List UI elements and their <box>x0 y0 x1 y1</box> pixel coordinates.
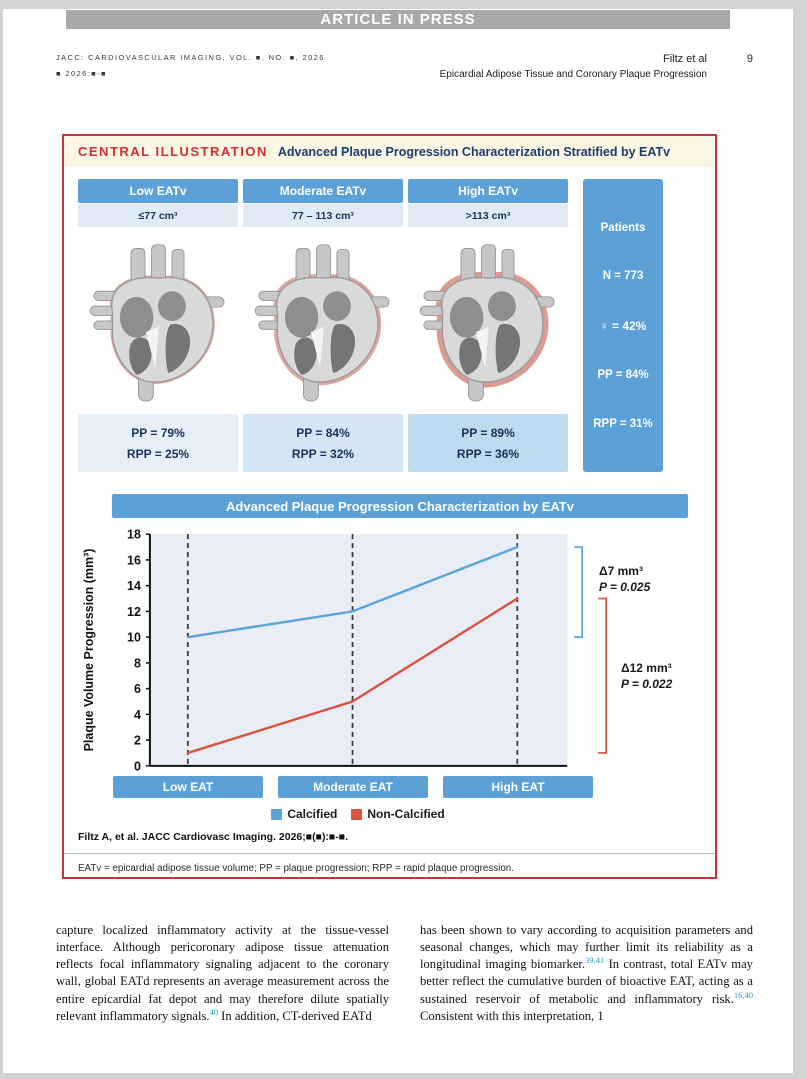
svg-text:2: 2 <box>133 733 141 748</box>
svg-text:14: 14 <box>127 579 141 594</box>
heart-illustration-high-eat <box>409 232 567 410</box>
patients-n: N = 773 <box>602 270 644 282</box>
annotation-non-calcified-delta <box>621 660 672 692</box>
calcified-swatch-icon <box>271 809 282 820</box>
page-header <box>56 53 753 89</box>
non-calcified-swatch-icon <box>351 809 362 820</box>
figure-title: Advanced Plaque Progression Characterization Stratified by EATv <box>277 144 671 159</box>
legend-item-calcified <box>271 807 337 821</box>
page <box>3 9 793 1073</box>
figure-title-bar <box>64 136 715 167</box>
svg-text:10: 10 <box>127 630 141 645</box>
pp-rpp-moderate <box>243 414 403 472</box>
figure-divider <box>64 853 715 854</box>
heart-wrap-high <box>408 227 568 414</box>
chart-legend <box>78 807 638 821</box>
eatv-columns <box>78 179 705 472</box>
pp-value-moderate: PP = 84% <box>296 425 350 440</box>
journal-line-1: JACC: CARDIOVASCULAR IMAGING, VOL. ■, NO. ■, 2026 <box>56 53 325 62</box>
column-header-moderate: Moderate EATv <box>243 179 403 203</box>
x-axis-labels <box>78 776 707 798</box>
column-range-low: ≤77 cm³ <box>78 204 238 227</box>
authors: Filtz et al <box>662 53 707 65</box>
column-low-eatv <box>78 179 238 472</box>
body-column-right <box>420 922 753 1026</box>
running-title: Epicardial Adipose Tissue and Coronary Plaque Progression <box>439 69 707 80</box>
journal-line-2: ■ 2026:■-■ <box>56 69 107 78</box>
patients-title: Patients <box>600 221 646 234</box>
heart-wrap-low <box>78 227 238 414</box>
pp-value-high: PP = 89% <box>461 425 515 440</box>
running-head <box>440 53 707 80</box>
x-label-low-eat: Low EAT <box>113 776 263 798</box>
svg-text:4: 4 <box>133 707 141 722</box>
p-value-calcified: P = 0.025 <box>599 580 651 595</box>
figure-footnote: EATv = epicardial adipose tissue volume; PP = plaque progression; RPP = rapid plaque progression. <box>78 863 514 874</box>
column-header-high: High EATv <box>408 179 568 203</box>
line-chart <box>78 526 707 774</box>
body-left-text-2: In addition, CT-derived EATd <box>218 1009 372 1024</box>
y-axis-ticks <box>127 528 150 774</box>
body-right-text-2: In contrast, total EATv may better reflect the cumulative burden of bioactive EAT, acting as a sustained reservoir of metabolic and inflammatory risk. <box>420 957 753 1006</box>
figure-citation: Filtz A, et al. JACC Cardiovasc Imaging. 2026;■(■):■-■. <box>78 831 349 843</box>
p-value-non-calcified: P = 0.022 <box>621 676 673 691</box>
delta-label-calcified: Δ7 mm³ <box>599 563 643 578</box>
heart-illustration-moderate-eat <box>244 232 402 410</box>
svg-text:18: 18 <box>127 527 141 542</box>
body-right-text-3: Consistent with this interpretation, 1 <box>420 1009 604 1024</box>
column-high-eatv <box>408 179 568 472</box>
svg-text:8: 8 <box>133 656 141 671</box>
rpp-value-low: RPP = 25% <box>126 446 190 461</box>
heart-wrap-moderate <box>243 227 403 414</box>
patients-rpp: RPP = 31% <box>593 417 653 430</box>
figure-content <box>64 167 715 874</box>
reference-link-16-40[interactable]: 16,40 <box>733 989 753 1000</box>
pp-rpp-high <box>408 414 568 472</box>
x-label-high-eat: High EAT <box>443 776 593 798</box>
patients-pp: PP = 84% <box>597 369 649 381</box>
svg-text:6: 6 <box>133 682 141 697</box>
legend-item-non-calcified <box>351 807 444 821</box>
svg-text:12: 12 <box>127 604 141 619</box>
central-illustration-label: CENTRAL ILLUSTRATION <box>78 144 268 159</box>
column-range-moderate: 77 – 113 cm³ <box>243 204 403 227</box>
journal-info <box>56 53 325 78</box>
column-header-low: Low EATv <box>78 179 238 203</box>
legend-label-calcified: Calcified <box>287 807 338 821</box>
heart-illustration-low-eat <box>79 232 237 410</box>
svg-text:0: 0 <box>133 759 141 774</box>
x-label-moderate-eat: Moderate EAT <box>278 776 428 798</box>
column-moderate-eatv <box>243 179 403 472</box>
reference-link-39-41[interactable]: 39,41 <box>585 955 605 965</box>
body-right-text-1: has been shown to vary according to acquisition parameters and seasonal changes, which may further limit its reliability as a longitudinal imaging biomarker. <box>420 922 753 972</box>
banner-text: ARTICLE IN PRESS <box>320 11 476 28</box>
column-range-high: >113 cm³ <box>408 204 568 227</box>
article-body <box>56 909 793 1038</box>
body-column-left <box>56 922 389 1026</box>
svg-text:16: 16 <box>127 553 141 568</box>
patients-female-pct: ♀ = 42% <box>599 318 647 333</box>
pp-rpp-low <box>78 414 238 472</box>
patients-panel <box>583 179 663 472</box>
legend-label-non-calcified: Non-Calcified <box>367 807 445 821</box>
reference-link-40[interactable]: 40 <box>209 1006 219 1017</box>
rpp-value-moderate: RPP = 32% <box>291 446 355 461</box>
rpp-value-high: RPP = 36% <box>456 446 520 461</box>
chart-section-title: Advanced Plaque Progression Characterization by EATv <box>112 494 688 518</box>
article-in-press-banner <box>66 10 730 29</box>
central-illustration-figure <box>62 134 717 879</box>
pp-value-low: PP = 79% <box>131 425 185 440</box>
delta-label-non-calcified: Δ12 mm³ <box>621 660 672 675</box>
body-left-text-1: capture localized inflammatory activity at the tissue-vessel interface. Although pericoronary adipose tissue attenuation reflects focal inflammatory signaling adjacent to the coronary wall, global EATd represents an average measurement across the entire epicardial fat depot and may therefore dilute spatially relevant inflammatory signals. <box>56 922 389 1024</box>
y-axis-label: Plaque Volume Progression (mm³) <box>81 548 96 752</box>
annotation-calcified-delta <box>599 563 650 595</box>
page-number: 9 <box>746 53 753 65</box>
